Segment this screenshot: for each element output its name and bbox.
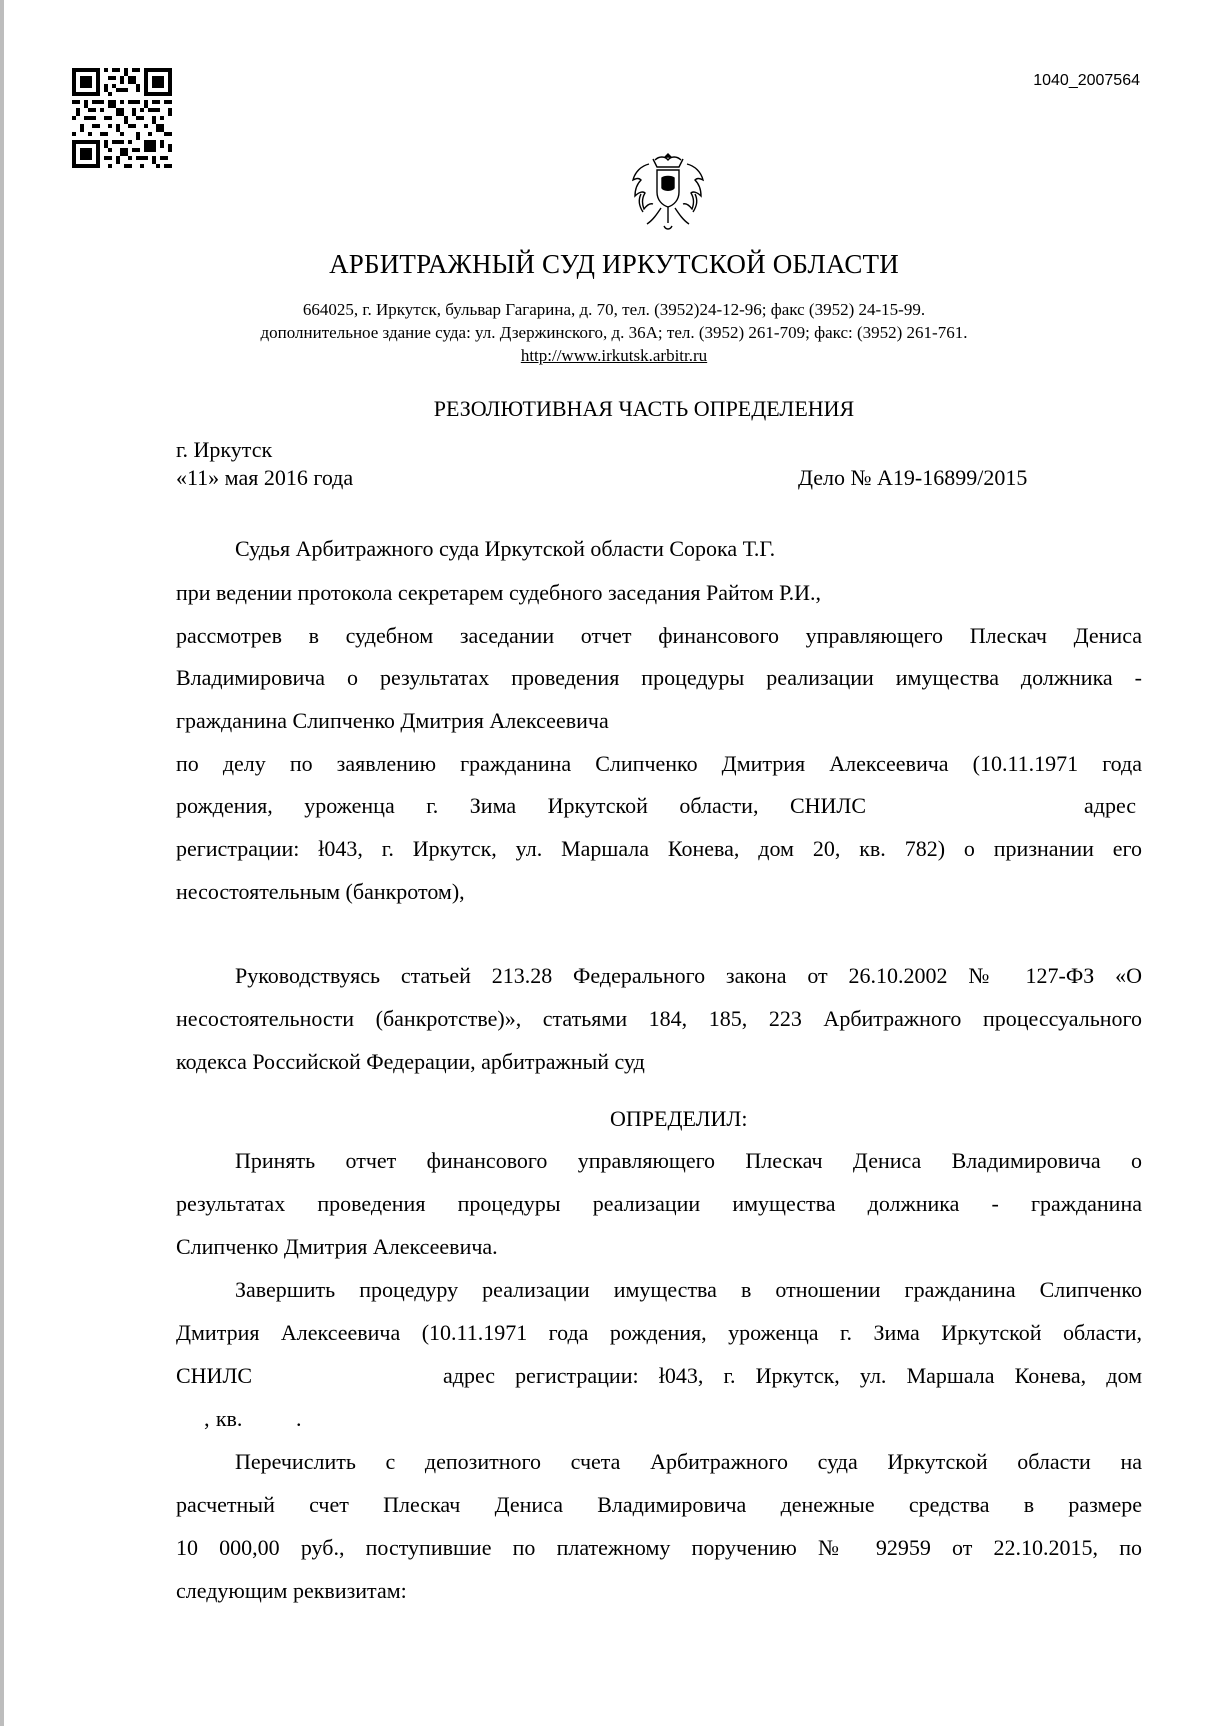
ruling-line: следующим реквизитам: xyxy=(176,1578,407,1603)
ruling-line: Слипченко Дмитрия Алексеевича. xyxy=(176,1234,498,1259)
ruling-line: 10 000,00 руб., поступившие по платежному поручению № 92959 от 22.10.2015, по xyxy=(176,1535,1142,1560)
court-additional-address: дополнительное здание суда: ул. Дзержинского, д. 36А; тел. (3952) 261-709; факс: (3952) 261-761. xyxy=(260,323,968,342)
ruling-line: Дмитрия Алексеевича (10.11.1971 года рождения, уроженца г. Зима Иркутской области, xyxy=(176,1320,1142,1345)
intro-line: Судья Арбитражного суда Иркутской области Сорока Т.Г. xyxy=(235,536,776,561)
intro-line: адрес xyxy=(1084,793,1137,818)
ruling-line: Перечислить с депозитного счета Арбитражного суда Иркутской области на xyxy=(235,1449,1142,1474)
intro-line: при ведении протокола секретарем судебного заседания Райтом Р.И., xyxy=(176,580,822,605)
ruling-line: ‚ кв. xyxy=(203,1406,243,1431)
intro-line: рождения, уроженца г. Зима Иркутской области, СНИЛС xyxy=(176,793,866,818)
document-code: 1040_2007564 xyxy=(1033,72,1140,89)
grounds-line: кодекса Российской Федерации, арбитражный суд xyxy=(176,1049,645,1074)
ruling-line: расчетный счет Плескач Дениса Владимировича денежные средства в размере xyxy=(176,1492,1142,1517)
intro-line: рассмотрев в судебном заседании отчет финансового управляющего Плескач Дениса xyxy=(176,623,1142,648)
intro-line: по делу по заявлению гражданина Слипченко Дмитрия Алексеевича (10.11.1971 года xyxy=(176,751,1142,776)
coat-of-arms-icon xyxy=(627,150,709,234)
qr-code xyxy=(72,68,172,168)
city: г. Иркутск xyxy=(176,437,273,462)
ruling-line: . xyxy=(296,1406,302,1431)
ruling-line: СНИЛС xyxy=(176,1363,253,1388)
ruling-line: адрес регистрации: ł043, г. Иркутск, ул. Маршала Конева, дом xyxy=(443,1363,1142,1388)
grounds-line: несостоятельности (банкротстве)», статьями 184, 185, 223 Арбитражного процессуального xyxy=(176,1006,1142,1031)
document-date: «11» мая 2016 года xyxy=(176,465,354,490)
intro-line: Владимировича о результатах проведения процедуры реализации имущества должника - xyxy=(176,665,1142,690)
intro-line: регистрации: ł043, г. Иркутск, ул. Маршала Конева, дом 20, кв. 782) о признании его xyxy=(176,836,1142,861)
court-name: АРБИТРАЖНЫЙ СУД ИРКУТСКОЙ ОБЛАСТИ xyxy=(329,249,899,279)
ruling-line: Завершить процедуру реализации имущества в отношении гражданина Слипченко xyxy=(235,1277,1142,1302)
case-number: Дело № А19-16899/2015 xyxy=(798,465,1028,490)
grounds-line: Руководствуясь статьей 213.28 Федерального закона от 26.10.2002 № 127-ФЗ «О xyxy=(235,963,1142,988)
ruling-line: результатах проведения процедуры реализации имущества должника - гражданина xyxy=(176,1191,1142,1216)
ruling-line: Принять отчет финансового управляющего Плескач Дениса Владимировича о xyxy=(235,1148,1142,1173)
court-address: 664025, г. Иркутск, бульвар Гагарина, д. 70, тел. (3952)24-12-96; факс (3952) 24-15-99. xyxy=(302,300,926,319)
document-title: РЕЗОЛЮТИВНАЯ ЧАСТЬ ОПРЕДЕЛЕНИЯ xyxy=(433,396,855,421)
intro-line: несостоятельным (банкротом), xyxy=(176,879,465,904)
intro-line: гражданина Слипченко Дмитрия Алексеевича xyxy=(176,708,609,733)
court-website-link[interactable]: http://www.irkutsk.arbitr.ru xyxy=(520,346,708,365)
ruling-heading: ОПРЕДЕЛИЛ: xyxy=(610,1106,748,1131)
